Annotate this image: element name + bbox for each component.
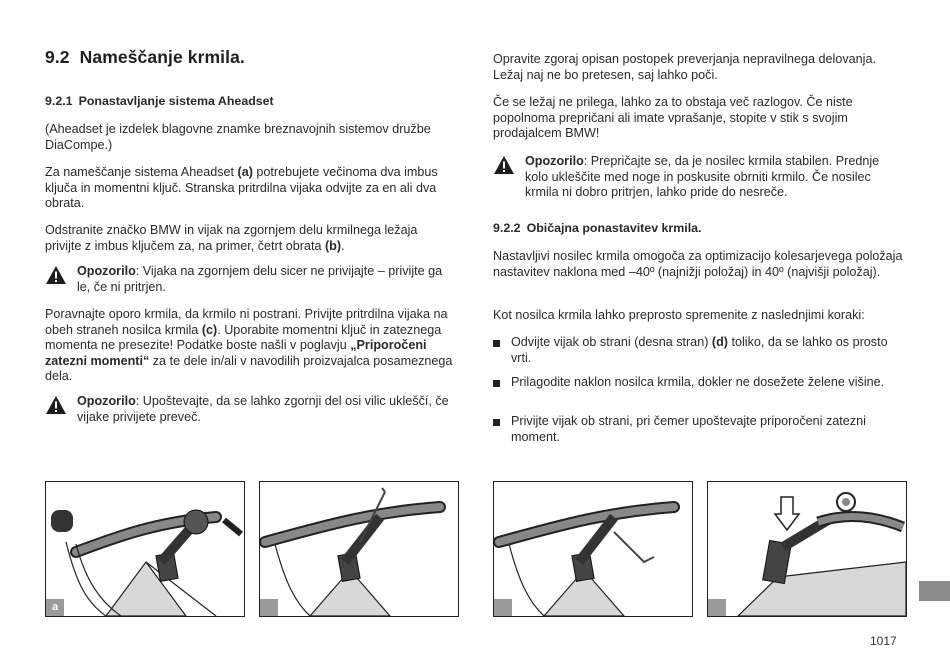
figure-label: a — [46, 599, 64, 616]
paragraph: Poravnajte oporo krmila, da krmilo ni postrani. Privijte pritrdilna vijaka na obeh straneh nosilca krmila (c). Uporabite momentni ključ in zateznega momenta ne presezite! Podatke boste našli v poglavju „Priporočeni zatezni momenti“ za te dele in/ali v navodilih proizvajalca posameznega dela. — [45, 307, 453, 383]
chapter-tab — [919, 581, 950, 601]
bike-stem-illustration — [260, 482, 458, 616]
bullet-icon — [493, 380, 500, 387]
figure-label — [708, 599, 726, 616]
warning-icon — [45, 395, 67, 415]
list-item: Odvijte vijak ob strani (desna stran) (d) toliko, da se lahko os prosto vrti. — [493, 335, 905, 366]
section-title: 9.2 Nameščanje krmila. — [45, 47, 245, 67]
warning-note: Opozorilo: Prepričajte se, da je nosilec krmila stabilen. Prednje kolo ukleščite med noge in poskusite obrniti krmilo. Če nosilec krmila ni dobro pritrjen, lahko pride do nesreče. — [493, 154, 905, 201]
figure-c — [493, 481, 693, 617]
figure-a — [45, 481, 245, 617]
bullet-icon — [493, 419, 500, 426]
bike-stem-illustration — [708, 482, 906, 616]
paragraph: Odstranite značko BMW in vijak na zgornjem delu krmilnega ležaja privijte z imbus ključem za, na primer, četrt obrata (b). — [45, 223, 418, 253]
figure-b — [259, 481, 459, 617]
subsection-9-2-1: 9.2.1 Ponastavljanje sistema Aheadset — [45, 94, 274, 108]
warning-icon — [493, 155, 515, 175]
bike-stem-illustration — [46, 482, 244, 616]
paragraph: Za nameščanje sistema Aheadset (a) potrebujete večinoma dva imbus ključa in momentni ključ. Stranska pritrdilna vijaka odvijte za en ali dva obrata. — [45, 165, 438, 210]
bike-stem-illustration — [494, 482, 692, 616]
page-number: 1017 — [870, 634, 897, 648]
figure-label — [494, 599, 512, 616]
figure-d — [707, 481, 907, 617]
paragraph: Nastavljivi nosilec krmila omogoča za optimizacijo kolesarjevega položaja nastavitev naklona med –40º (najnižji položaj) in 40º (najvišji položaj). — [493, 249, 903, 279]
subsection-9-2-2: 9.2.2 Običajna ponastavitev krmila. — [493, 221, 702, 235]
warning-icon — [45, 265, 67, 285]
warning-note: Opozorilo: Upoštevajte, da se lahko zgornji del osi vilic ukleščí, če vijake privijete preveč. — [45, 394, 457, 425]
list-item: Prilagodite naklon nosilca krmila, dokler ne dosežete želene višine. — [493, 375, 905, 391]
figure-label — [260, 599, 278, 616]
list-item: Privijte vijak ob strani, pri čemer upoštevajte priporočeni zatezni moment. — [493, 414, 905, 445]
bullet-icon — [493, 340, 500, 347]
warning-note: Opozorilo: Vijaka na zgornjem delu sicer ne privijajte – privijte ga le, če ni pritrjen. — [45, 264, 457, 295]
paragraph: Opravite zgoraj opisan postopek preverjanja nepravilnega delovanja. Ležaj naj ne bo pretesen, saj lahko poči. — [493, 52, 876, 82]
paragraph: Če se ležaj ne prilega, lahko za to obstaja več razlogov. Če niste popolnoma prepričani ali imate vprašanje, stopite v stik s svojim prodajalcem BMW! — [493, 95, 853, 140]
paragraph: Kot nosilca krmila lahko preprosto spremenite z naslednjimi koraki: — [493, 308, 865, 322]
paragraph: (Aheadset je izdelek blagovne znamke breznavojnih sistemov družbe DiaCompe.) — [45, 122, 431, 152]
